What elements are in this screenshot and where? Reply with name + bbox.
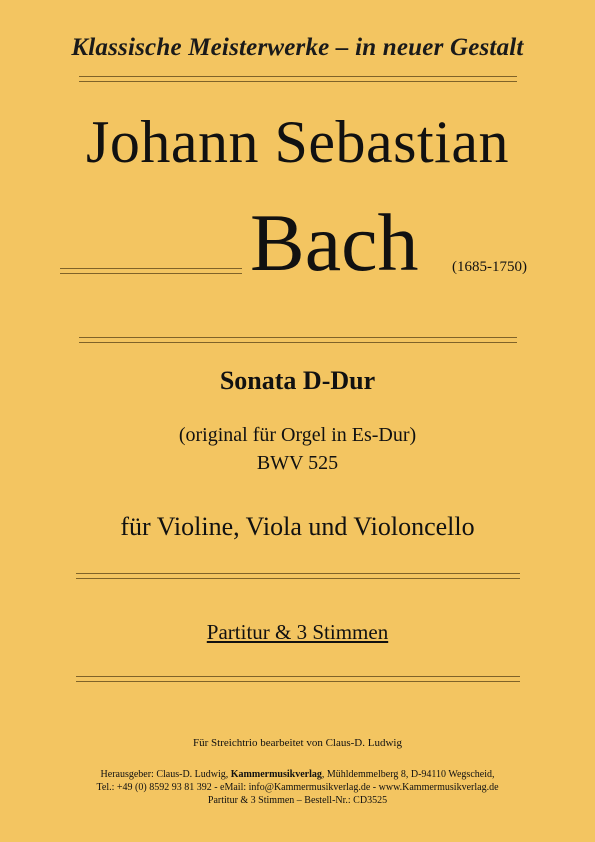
divider-rule: [76, 573, 520, 579]
catalog-number: BWV 525: [256, 452, 339, 474]
work-title: Sonata D-Dur: [219, 366, 376, 395]
edition-label: Partitur & 3 Stimmen: [206, 620, 389, 644]
divider-rule: [76, 676, 520, 682]
divider-rule: [79, 337, 517, 343]
publisher-address: , Mühldemmelberg 8, D-94110 Wegscheid,: [321, 769, 495, 780]
divider-rule: [79, 76, 517, 82]
publisher-info: [0, 768, 595, 807]
publisher-contact-line: Tel.: +49 (0) 8592 93 81 392 - eMail: info@Kammermusikverlag.de - www.Kammermusikverlag.de: [96, 782, 499, 793]
composer-first-names: Johann Sebastian: [86, 109, 509, 175]
publisher-address-line: [0, 768, 595, 781]
original-version-note: (original für Orgel in Es-Dur): [178, 424, 417, 446]
publisher-name: Kammermusikverlag: [230, 769, 322, 780]
divider-rule: [60, 268, 242, 274]
publisher-prefix: Herausgeber: Claus-D. Ludwig,: [100, 769, 231, 780]
series-title: Klassische Meisterwerke – in neuer Gestalt: [71, 34, 524, 61]
instrumentation: für Violine, Viola und Violoncello: [120, 512, 475, 541]
order-number-line: Partitur & 3 Stimmen – Bestell-Nr.: CD3525: [207, 795, 388, 806]
composer-surname: Bach: [250, 197, 419, 288]
arranger-credit: Für Streichtrio bearbeitet von Claus-D. Ludwig: [193, 737, 402, 749]
composer-years: (1685-1750): [452, 259, 527, 275]
